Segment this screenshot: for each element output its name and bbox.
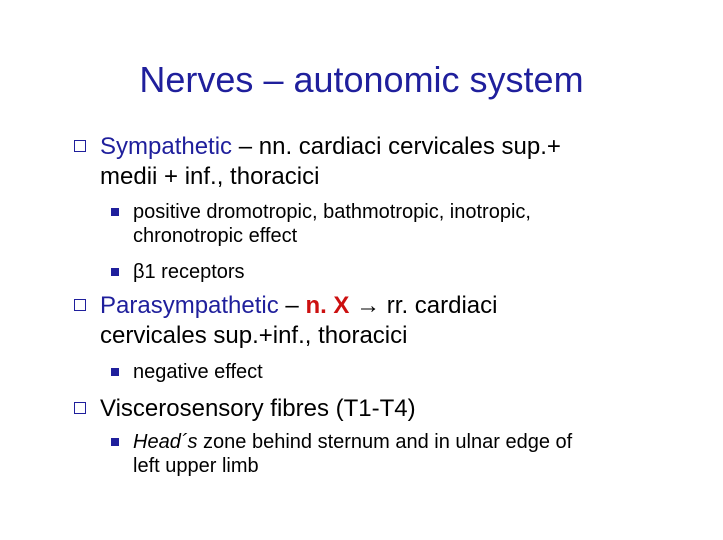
sub-bullet-negative-effect <box>133 360 703 384</box>
parasympathetic-dash: – <box>278 292 306 319</box>
bullet-sympathetic <box>100 132 700 192</box>
square-bullet-icon <box>111 368 119 376</box>
hollow-square-bullet-icon <box>74 402 86 414</box>
square-bullet-icon <box>111 438 119 446</box>
effects-line1: positive dromotropic, bathmotropic, inotropic, <box>133 201 531 223</box>
sub-bullet-effects <box>133 200 703 248</box>
sympathetic-text-line2: medii + inf., thoracici <box>100 163 320 190</box>
effects-line2: chronotropic effect <box>133 225 298 247</box>
negative-effect-text: negative effect <box>133 361 263 383</box>
nerve-label: n. X <box>305 292 350 319</box>
viscerosensory-text: Viscerosensory fibres (T1-T4) <box>100 395 416 422</box>
receptors-text: β1 receptors <box>133 261 245 283</box>
bullet-viscerosensory <box>100 394 700 424</box>
heads-label: Head´s <box>133 431 198 453</box>
bullet-parasympathetic <box>100 291 700 351</box>
parasympathetic-label: Parasympathetic <box>100 292 279 319</box>
sub-bullet-heads-zone <box>133 430 703 478</box>
heads-zone-line2: left upper limb <box>133 455 259 477</box>
parasympathetic-text-line2: cervicales sup.+inf., thoracici <box>100 322 408 349</box>
square-bullet-icon <box>111 208 119 216</box>
hollow-square-bullet-icon <box>74 140 86 152</box>
heads-zone-line1: zone behind sternum and in ulnar edge of <box>197 431 573 453</box>
sympathetic-label: Sympathetic <box>100 133 233 160</box>
square-bullet-icon <box>111 268 119 276</box>
slide-title: Nerves – autonomic system <box>139 59 584 100</box>
hollow-square-bullet-icon <box>74 299 86 311</box>
sub-bullet-receptors <box>133 260 703 284</box>
parasympathetic-text: → rr. cardiaci <box>349 292 498 319</box>
sympathetic-text: – nn. cardiaci cervicales sup.+ <box>232 133 561 160</box>
